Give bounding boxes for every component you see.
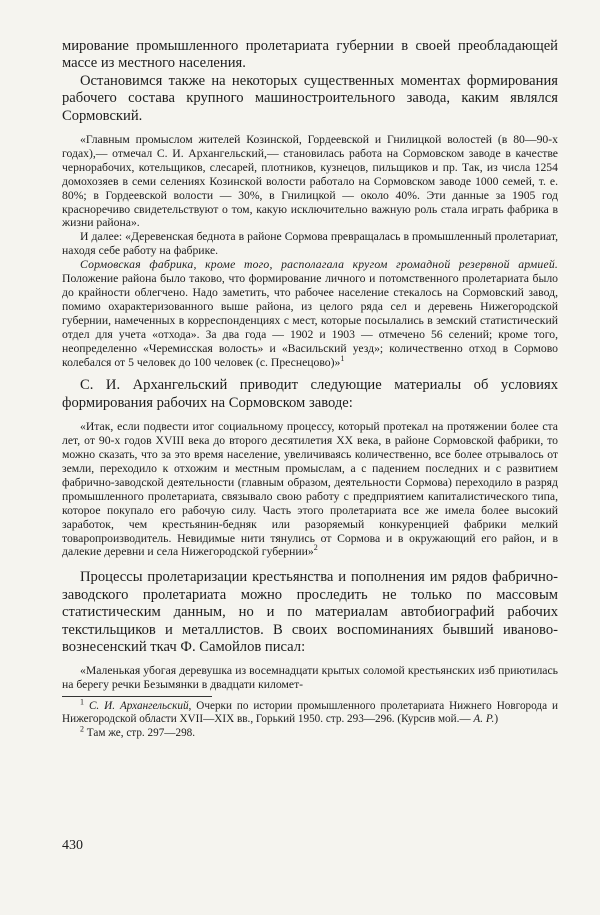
footnote-1-text: Очерки по истории промышленного пролетариата Нижнего Новгорода и Нижегородской области XVII—XIX вв., Горький 1950. стр. 293—296. (Курсив мой.— bbox=[62, 700, 559, 726]
paragraph-1: мирование промышленного пролетариата губернии в своей преобладающей массе из местного населения. bbox=[62, 38, 558, 72]
quote-5: «Маленькая убогая деревушка из восемнадцати крытых соломой крестьянских изб приютилась на берегу речки Безымянки в двадцати километ- bbox=[62, 664, 558, 692]
page-number: 430 bbox=[62, 838, 83, 853]
footnote-divider bbox=[62, 696, 212, 697]
paragraph-2: Остановимся также на некоторых существенных моментах формирования рабочего состава крупного машиностроительного завода, каким являлся Сормовский. bbox=[62, 72, 558, 124]
footnote-1 bbox=[62, 697, 559, 726]
footnote-ref-2[interactable]: 2 bbox=[313, 543, 318, 553]
quote-2: И далее: «Деревенская беднота в районе Сормова превращалась в промышленный пролетариат, находя себе работу на фабрике. bbox=[62, 230, 558, 258]
quote-1: «Главным промыслом жителей Козинской, Гордеевской и Гнилицкой волостей (в 80—90-х годах),— отмечал С. И. Архангельский,— становилась работа на Сормовском заводе в качестве чернорабочих, котельщиков, слесарей, плотников, кузнецов, пильщиков и пр. Так, из числа 1254 домохозяев в семи селениях Козинской волости работало на Сормовском заводе 1000 семей, т. е. 80%; в Гордеевской волости — 30%, в Гнилицкой — около 40%. Эти данные за 1905 год красноречиво свидетельствуют о том, какую исключительно важную роль стала играть фабрика в жизни района». bbox=[62, 133, 558, 230]
quote-3 bbox=[62, 258, 558, 369]
footnote-ref-1[interactable]: 1 bbox=[340, 353, 345, 363]
footnote-1-number: 1 bbox=[80, 697, 84, 707]
paragraph-4: Процессы пролетаризации крестьянства и пополнения им рядов фабрично-заводского пролетариата можно проследить не только по массовым статистическим данным, но и по материалам автобиографий рабочих текстильщиков и металлистов. В своих воспоминаниях бывший иваново-вознесенский ткач Ф. Самойлов писал: bbox=[62, 569, 558, 655]
page-content bbox=[62, 38, 558, 740]
paragraph-3: С. И. Архангельский приводит следующие материалы об условиях формирования рабочих на Сормовском заводе: bbox=[62, 377, 558, 411]
footnote-1-close: ) bbox=[494, 713, 499, 726]
footnote-2 bbox=[62, 723, 558, 740]
footnote-2-text: Там же, стр. 297—298. bbox=[84, 726, 196, 739]
quote-4 bbox=[62, 420, 558, 559]
footnote-1-author: С. И. Архангельский, bbox=[88, 700, 192, 713]
footnote-1-initials: А. Р. bbox=[473, 713, 495, 726]
quote-3-italic: Сормовская фабрика, кроме того, располагала кругом громадной резервной армией. bbox=[80, 258, 558, 272]
footnote-2-number: 2 bbox=[80, 723, 84, 733]
quote-4-text: «Итак, если подвести итог социальному процессу, который протекал на протяжении более ста лет, от 90-х годов XVIII века до второго десятилетия XX века, в районе Сормовской фабрики, то можно сказать, что за это время население, увеличиваясь количественно, все более отрывалось от земли, переходило к отхожим и местным промыслам, а с падением последних и с развитием фабрично-заводской деятельности (главным образом, деятельности Сормова) переходило в разряд промышленного пролетариата, связывало свою работу с предприятием капиталистического типа, которое покупало его рабочую силу. Часть этого пролетариата все же имела более высокий заработок, чем крестьянин-бедняк или разоряемый конкуренцией фабрики мелкий товаропроизводитель. Невидимые нити тянулись от Сормова и в окружающий его район, и в далекие деревни и села Нижегородской губернии» bbox=[62, 420, 558, 559]
quote-3-rest: Положение района было таково, что формирование личного и потомственного пролетариата было до крайности облегчено. Надо заметить, что рабочее население стекалось на Сормовский завод, помимо охарактеризованного выше района, из целого ряда сел и деревень Нижегородской губернии, намеченных в корреспонденциях с мест, которые посылались в земский статистический отдел для учета «отхода». За два года — 1902 и 1903 — отмечено 56 селений; кроме того, неопределенно «Черемисская волость» и «Васильский уезд»; количественно отход в Сормово колебался от 5 человек до 100 человек (с. Преснецово)» bbox=[62, 272, 558, 369]
